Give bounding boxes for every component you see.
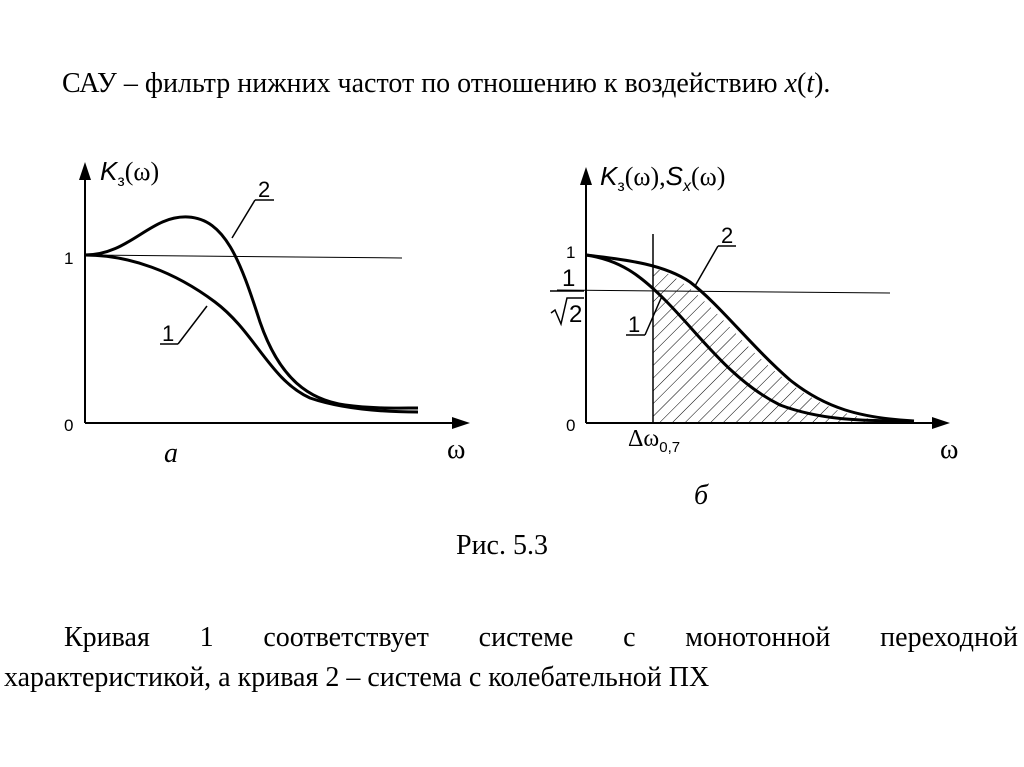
panel-b-x-arrow <box>932 417 950 429</box>
panel-b <box>550 161 958 511</box>
paragraph-word: монотонной <box>685 622 831 653</box>
panel-b-delta-label: $\Delta\omega_{0,7}$ <box>628 426 681 456</box>
heading-paren-close: ). <box>814 68 831 99</box>
panel-b-curve-label-2: 2 <box>721 223 734 248</box>
paragraph-word: с <box>623 622 636 653</box>
panel-a-y-arrow <box>79 162 91 180</box>
panel-a-leader-1 <box>178 306 207 344</box>
panel-a-curve-2 <box>85 217 418 408</box>
panel-a-y-label: $K_з(\omega)$ <box>100 156 160 190</box>
heading-var-x: x <box>784 68 797 99</box>
panel-a <box>64 156 470 469</box>
panel-b-tick-one: 1 <box>566 243 576 262</box>
paragraph-word: переходной <box>880 622 1018 653</box>
panel-b-y-label: $K_з(\omega),S_x(\omega)$ <box>600 161 726 195</box>
paragraph-word: соответствует <box>263 622 429 653</box>
panel-a-curve-label-1: 1 <box>162 321 175 346</box>
panel-a-tick-one: 1 <box>64 249 74 268</box>
panel-a-x-label: ω <box>447 434 466 465</box>
panel-a-unity-line <box>85 255 402 258</box>
panel-a-curve-1 <box>85 255 418 412</box>
panel-b-x-label: ω <box>940 434 959 465</box>
paragraph-line-1 <box>4 618 1018 658</box>
panel-b-frac-denominator: 2 <box>569 301 583 328</box>
panel-b-letter: б <box>694 480 709 511</box>
description-paragraph <box>4 618 1018 698</box>
panel-a-tick-zero: 0 <box>64 416 74 435</box>
paragraph-word: Кривая <box>64 622 150 653</box>
panel-b-curve-label-1: 1 <box>628 312 641 337</box>
panel-b-tick-zero: 0 <box>566 416 576 435</box>
paragraph-word: 1 <box>199 622 214 653</box>
panel-a-letter: а <box>164 438 178 469</box>
paragraph-line-2: характеристикой, а кривая 2 – система с колебательной ПХ <box>4 662 710 693</box>
panel-b-half-power-line <box>557 290 890 293</box>
panel-a-leader-2 <box>232 200 255 238</box>
figure-caption: Рис. 5.3 <box>456 530 548 561</box>
heading-var-t: t <box>806 68 815 99</box>
paragraph-word: системе <box>478 622 574 653</box>
panel-a-curve-label-2: 2 <box>258 177 271 202</box>
heading-text: САУ – фильтр нижних частот по отношению к воздействию <box>62 68 785 99</box>
panel-b-frac-numerator: 1 <box>562 265 576 292</box>
panel-a-x-arrow <box>452 417 470 429</box>
heading-paren-open: ( <box>796 68 807 99</box>
panel-b-y-arrow <box>580 167 592 185</box>
panel-b-leader-2 <box>695 246 718 286</box>
